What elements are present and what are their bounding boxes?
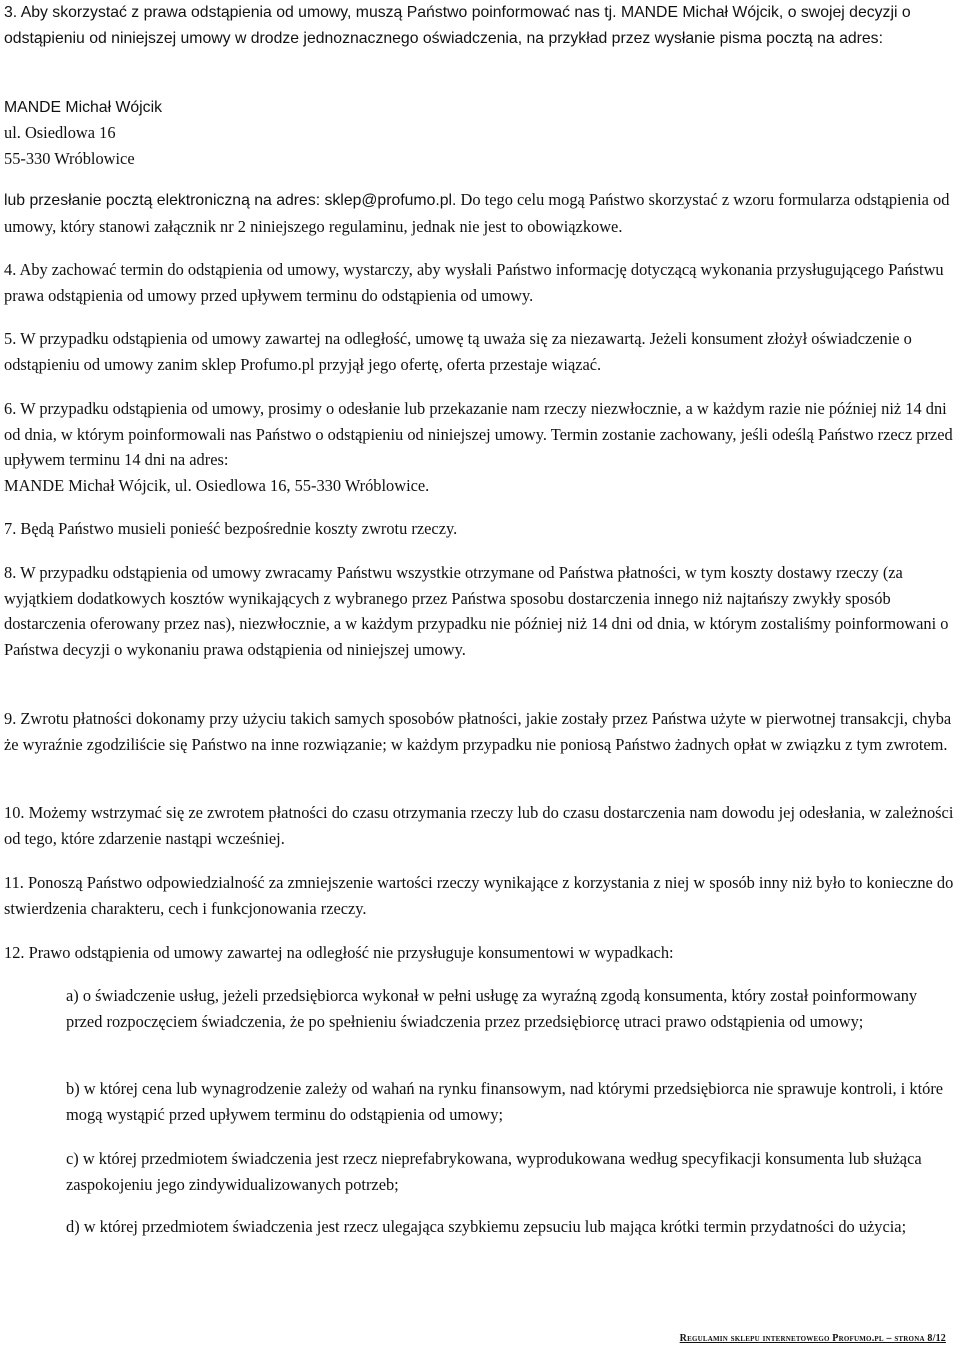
paragraph-8: 8. W przypadku odstąpienia od umowy zwracamy Państwu wszystkie otrzymane od Państwa płatności, w tym koszty dostawy rzeczy (za wyjątkiem dodatkowych kosztów wynikających z wybranego przez Państwa sposobu dostarczenia innego niż najtańszy zwykły sposób dostarczenia oferowany przez nas), niezwłocznie, a w każdym przypadku nie później niż 14 dni od dnia, w którym zostaliśmy poinformowani o Państwa decyzji o wykonaniu prawa odstąpienia od niniejszej umowy. — [4, 563, 949, 659]
paragraph-5: 5. W przypadku odstąpienia od umowy zawartej na odległość, umowę tą uważa się za niezawartą. Jeżeli konsument złożył oświadczenie o odstąpieniu od umowy zanim sklep Profumo.pl przyjął jego ofertę, oferta przestaje wiązać. — [4, 329, 912, 374]
address-street: ul. Osiedlowa 16 — [4, 123, 116, 142]
paragraph-12c: c) w której przedmiotem świadczenia jest rzecz nieprefabrykowana, wyprodukowana według specyfikacji konsumenta lub służąca zaspokojeniu jego zindywidualizowanych potrzeb; — [66, 1149, 922, 1194]
form-note-text: Do tego celu mogą Państwo skorzystać z wzoru formularza odstąpienia od umowy, który stanowi załącznik nr 2 niniejszego regulaminu, jednak nie jest to obowiązkowe. — [4, 190, 950, 236]
paragraph-12: 12. Prawo odstąpienia od umowy zawartej na odległość nie przysługuje konsumentowi w wypadkach: — [4, 943, 674, 962]
paragraph-12b: b) w której cena lub wynagrodzenie zależy od wahań na rynku finansowym, nad którymi przedsiębiorca nie sprawuje kontroli, i które mogą wystąpić przed upływem terminu do odstąpienia od umowy; — [66, 1079, 944, 1124]
paragraph-9: 9. Zwrotu płatności dokonamy przy użyciu takich samych sposobów płatności, jakie zostały przez Państwa użyte w pierwotnej transakcji, chyba że wyraźnie zgodziliście się Państwo na inne rozwiązanie; w każdym przypadku nie poniosą Państwo żadnych opłat w związku z tym zwrotem. — [4, 709, 952, 754]
address-city: 55-330 Wróblowice — [4, 149, 135, 168]
paragraph-6-address: MANDE Michał Wójcik, ul. Osiedlowa 16, 55-330 Wróblowice. — [4, 476, 430, 495]
paragraph-7: 7. Będą Państwo musieli ponieść bezpośrednie koszty zwrotu rzeczy. — [4, 519, 458, 538]
email-text: lub przesłanie pocztą elektroniczną na adres: sklep@profumo.pl. — [4, 192, 457, 209]
paragraph-10: 10. Możemy wstrzymać się ze zwrotem płatności do czasu otrzymania rzeczy lub do czasu dostarczenia nam dowodu jej odesłania, w zależności od tego, które zdarzenie nastąpi wcześniej. — [4, 803, 954, 848]
paragraph-6: 6. W przypadku odstąpienia od umowy, prosimy o odesłanie lub przekazanie nam rzeczy niezwłocznie, a w każdym razie nie później niż 14 dni od dnia, w którym poinformowali nas Państwo o odstąpieniu od niniejszej umowy. Termin zostanie zachowany, jeśli odeślą Państwo rzecz przed upływem terminu 14 dni na adres: — [4, 399, 953, 470]
paragraph-3-email — [4, 187, 956, 239]
paragraph-12a: a) o świadczenie usług, jeżeli przedsiębiorca wykonał w pełni usługę za wyraźną zgodą konsumenta, który został poinformowany przed rozpoczęciem świadczenia, że po spełnieniu świadczenia przez przedsiębiorcę utraci prawo odstąpienia od umowy; — [66, 986, 918, 1031]
page-footer: Regulamin sklepu internetowego Profumo.pl – strona 8/12 — [679, 1333, 946, 1344]
paragraph-4: 4. Aby zachować termin do odstąpienia od umowy, wystarczy, aby wysłali Państwo informację dotyczącą wykonania przysługującego Państwu prawa odstąpienia od umowy przed upływem terminu do odstąpienia od umowy. — [4, 260, 944, 305]
paragraph-3: 3. Aby skorzystać z prawa odstąpienia od umowy, muszą Państwo poinformować nas tj. MANDE Michał Wójcik, o swojej decyzji o odstąpieniu od niniejszej umowy w drodze jednoznacznego oświadczenia, na przykład przez wysłanie pisma pocztą na adres: — [4, 4, 911, 47]
paragraph-12d: d) w której przedmiotem świadczenia jest rzecz ulegająca szybkiemu zepsuciu lub mająca krótki termin przydatności do użycia; — [66, 1217, 907, 1236]
address-name: MANDE Michał Wójcik — [4, 99, 162, 116]
paragraph-11: 11. Ponoszą Państwo odpowiedzialność za zmniejszenie wartości rzeczy wynikające z korzystania z niej w sposób inny niż było to konieczne do stwierdzenia charakteru, cech i funkcjonowania rzeczy. — [4, 873, 954, 918]
